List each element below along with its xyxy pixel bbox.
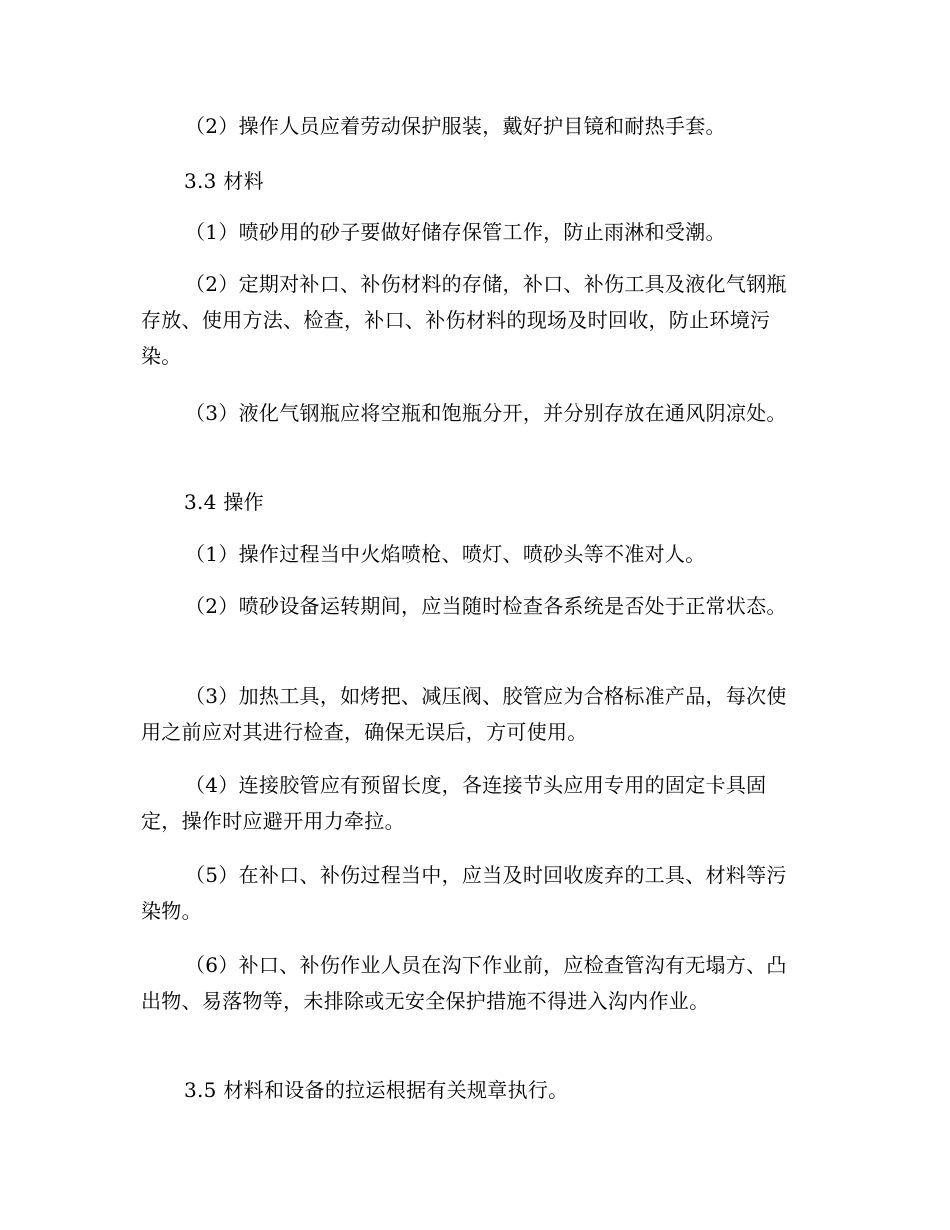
paragraph-sand-storage: （1）喷砂用的砂子要做好储存保管工作，防止雨淋和受潮。 bbox=[185, 220, 726, 244]
section-heading-operation: 3.4 操作 bbox=[184, 490, 264, 514]
paragraph-material-storage: （2）定期对补口、补伤材料的存储，补口、补伤工具及液化气钢瓶存放、使用方法、检查，补口、补伤材料的现场及时回收，防止环境污染。 bbox=[141, 272, 787, 368]
paragraph-waste-recovery: （5）在补口、补伤过程当中，应当及时回收废弃的工具、材料等污染物。 bbox=[141, 863, 787, 923]
paragraph-hose-connection: （4）连接胶管应有预留长度，各连接节头应用专用的固定卡具固定，操作时应避开用力牵拉。 bbox=[141, 773, 767, 833]
paragraph-equipment-check: （2）喷砂设备运转期间，应当随时检查各系统是否处于正常状态。 bbox=[185, 594, 787, 618]
paragraph-flame-gun: （1）操作过程当中火焰喷枪、喷灯、喷砂头等不准对人。 bbox=[185, 542, 706, 566]
paragraph-gas-cylinders: （3）液化气钢瓶应将空瓶和饱瓶分开，并分别存放在通风阴凉处。 bbox=[185, 401, 787, 425]
paragraph-heating-tools: （3）加热工具，如烤把、减压阀、胶管应为合格标准产品，每次使用之前应对其进行检查，确保无误后，方可使用。 bbox=[141, 684, 787, 744]
paragraph-trench-safety: （6）补口、补伤作业人员在沟下作业前，应检查管沟有无塌方、凸出物、易落物等，未排除或无安全保护措施不得进入沟内作业。 bbox=[141, 953, 787, 1013]
section-heading-transport: 3.5 材料和设备的拉运根据有关规章执行。 bbox=[184, 1078, 569, 1102]
paragraph-protective-gear: （2）操作人员应着劳动保护服装，戴好护目镜和耐热手套。 bbox=[185, 114, 726, 138]
section-heading-materials: 3.3 材料 bbox=[184, 169, 264, 193]
